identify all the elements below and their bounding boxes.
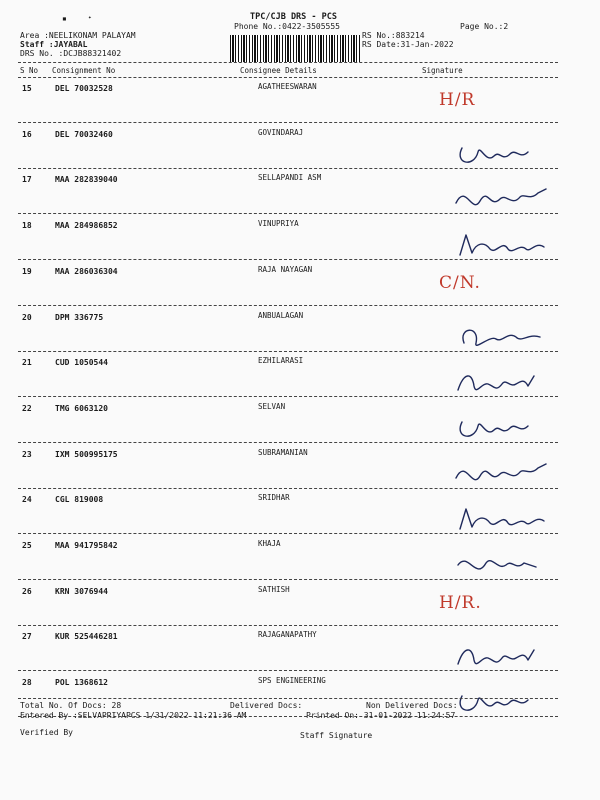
row-divider xyxy=(18,259,558,260)
table-row xyxy=(0,358,600,404)
row-serial-number: 27 xyxy=(22,632,32,642)
table-row xyxy=(0,221,600,267)
table-row xyxy=(0,175,600,221)
row-consignee-name: KHAJA xyxy=(258,539,281,548)
staff-signature: Staff Signature xyxy=(300,731,373,740)
row-serial-number: 28 xyxy=(22,678,32,688)
row-consignment-number: DEL 70032528 xyxy=(55,84,113,93)
verified-by: Verified By xyxy=(20,728,73,737)
row-divider xyxy=(18,396,558,397)
row-consignment-number: POL 1368612 xyxy=(55,678,108,688)
stray-mark-2: ✦ xyxy=(88,14,92,21)
entered-by: Entered By :SELVAPRIYAPCS 1/31/2022 11:21:36 AM xyxy=(20,711,247,720)
row-serial-number: 19 xyxy=(22,266,32,276)
rs-date: RS Date:31-Jan-2022 xyxy=(362,40,454,49)
row-serial-number: 22 xyxy=(22,403,32,413)
total-docs: Total No. Of Docs: 28 xyxy=(20,701,122,710)
row-consignment-number: KUR 525446281 xyxy=(55,632,118,642)
row-signature: C/N. xyxy=(439,272,481,293)
column-header-consignment: Consignment No xyxy=(52,66,116,75)
row-consignment-number: IXM 500995175 xyxy=(55,449,118,459)
delivered-docs: Delivered Docs: xyxy=(230,701,303,710)
row-serial-number: 26 xyxy=(22,586,32,596)
column-header-divider xyxy=(18,77,558,78)
page-number: Page No.:2 xyxy=(460,22,509,31)
row-consignment-number: KRN 3076944 xyxy=(55,586,108,596)
row-serial-number: 17 xyxy=(22,175,32,185)
row-signature: H/R xyxy=(439,90,476,110)
row-consignee-name: VINUPRIYA xyxy=(258,219,299,229)
table-row xyxy=(0,495,600,541)
row-consignee-name: SELVAN xyxy=(258,401,286,411)
table-row xyxy=(0,401,600,450)
row-consignment-number: MAA 941795842 xyxy=(55,541,118,550)
non-delivered-docs: Non Delivered Docs: xyxy=(366,701,458,710)
row-consignee-name: SATHISH xyxy=(258,584,290,594)
table-row xyxy=(0,632,600,678)
row-consignment-number: CUD 1050544 xyxy=(55,358,108,368)
footer-divider xyxy=(18,698,558,699)
row-divider xyxy=(18,488,558,489)
row-consignment-number: DEL 70032460 xyxy=(55,129,113,139)
table-row xyxy=(0,127,600,176)
table-row xyxy=(0,584,600,633)
row-divider xyxy=(18,625,558,626)
row-divider xyxy=(18,213,558,214)
row-serial-number: 25 xyxy=(22,541,32,550)
table-row xyxy=(0,84,600,130)
row-divider xyxy=(18,168,558,169)
staff-label: Staff :JAYABAL xyxy=(20,40,88,49)
row-serial-number: 20 xyxy=(22,312,32,322)
row-divider xyxy=(18,579,558,580)
row-consignment-number: CGL 819008 xyxy=(55,495,104,505)
row-serial-number: 18 xyxy=(22,221,32,231)
row-consignee-name: RAJAGANAPATHY xyxy=(258,630,317,640)
row-consignment-number: MAA 286036304 xyxy=(55,266,118,276)
row-divider xyxy=(18,442,558,443)
header-divider xyxy=(18,62,558,63)
page-title: TPC/CJB DRS - PCS xyxy=(250,12,337,22)
row-consignment-number: TMG 6063120 xyxy=(55,403,108,413)
table-row xyxy=(0,264,600,313)
row-divider xyxy=(18,351,558,352)
row-consignee-name: ANBUALAGAN xyxy=(258,310,304,320)
printed-on: Printed On: 31-01-2022 11:24:57 xyxy=(306,711,456,720)
row-consignee-name: SRIDHAR xyxy=(258,493,290,503)
column-header-signature: Signature xyxy=(422,66,463,75)
table-row xyxy=(0,447,600,496)
rs-number: RS No.:883214 xyxy=(362,31,425,40)
phone-number: Phone No.:0422-3505555 xyxy=(234,22,340,31)
drs-number: DRS No. :DCJB88321402 xyxy=(20,49,122,58)
row-divider xyxy=(18,533,558,534)
row-consignee-name: SELLAPANDI ASM xyxy=(258,173,322,183)
row-signature: H/R. xyxy=(439,592,482,613)
row-consignee-name: AGATHEESWARAN xyxy=(258,82,317,91)
row-consignee-name: GOVINDARAJ xyxy=(258,127,304,137)
row-serial-number: 21 xyxy=(22,358,32,368)
table-row xyxy=(0,310,600,359)
barcode xyxy=(230,35,360,62)
stray-mark: ▪ xyxy=(62,14,67,23)
table-row xyxy=(0,541,600,587)
row-consignee-name: SUBRAMANIAN xyxy=(258,447,308,457)
row-consignee-name: RAJA NAYAGAN xyxy=(258,264,313,274)
row-consignee-name: SPS ENGINEERING xyxy=(258,676,326,686)
row-divider xyxy=(18,670,558,671)
row-consignment-number: MAA 284986852 xyxy=(55,221,118,231)
row-divider xyxy=(18,122,558,123)
row-serial-number: 16 xyxy=(22,129,32,139)
row-serial-number: 23 xyxy=(22,449,32,459)
column-header-sno: S No xyxy=(20,66,39,75)
row-serial-number: 24 xyxy=(22,495,32,505)
row-consignment-number: DPM 336775 xyxy=(55,312,104,322)
column-header-consignee: Consignee Details xyxy=(240,66,317,75)
row-consignee-name: EZHILARASI xyxy=(258,356,304,366)
row-consignment-number: MAA 282839040 xyxy=(55,175,118,185)
row-divider xyxy=(18,305,558,306)
row-serial-number: 15 xyxy=(22,84,32,93)
area-label: Area :NEELIKONAM PALAYAM xyxy=(20,31,136,40)
